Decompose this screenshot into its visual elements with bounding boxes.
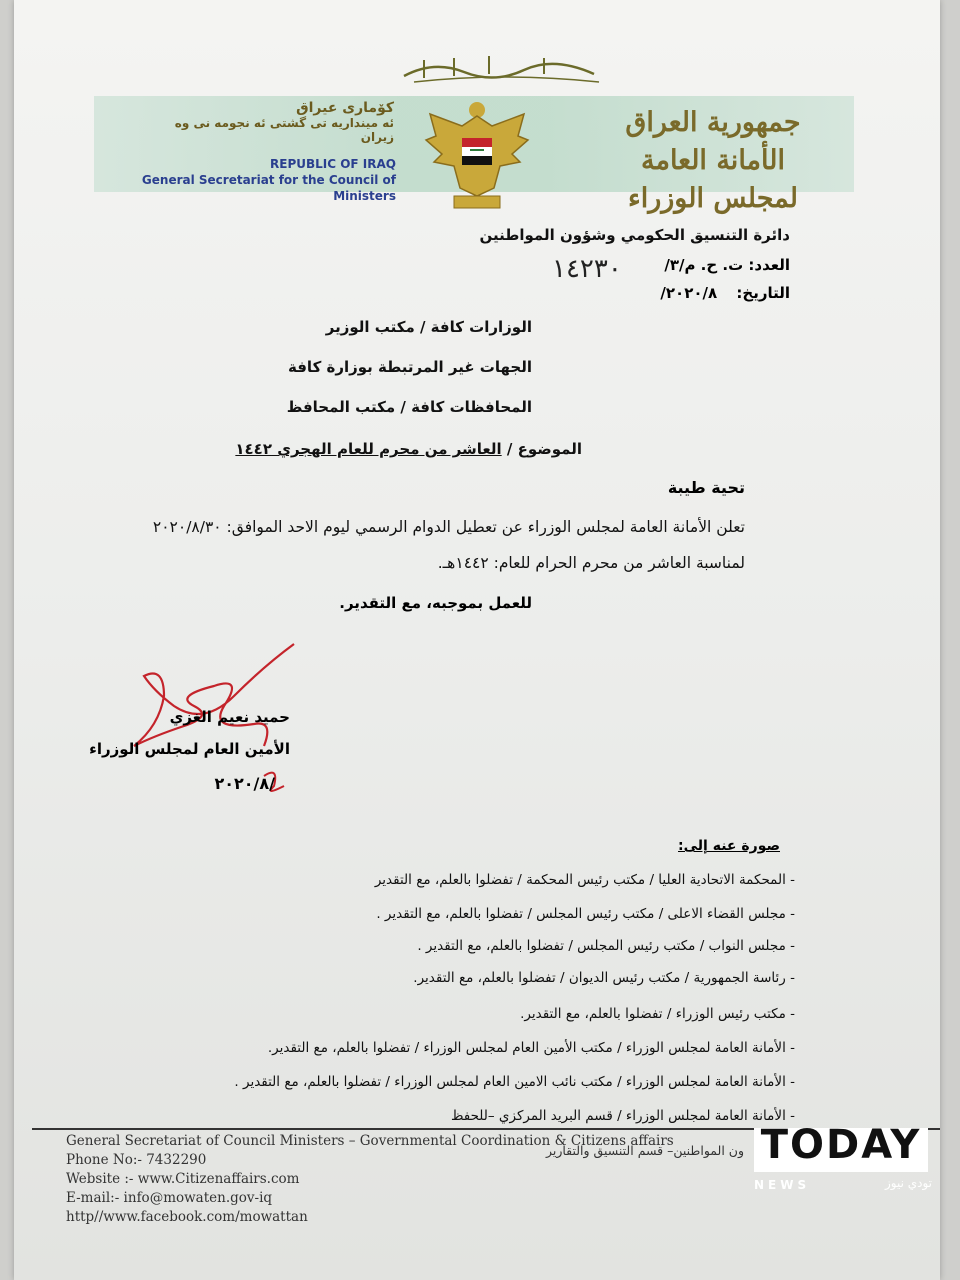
cc-item: - مجلس النواب / مكتب رئيس المجلس / تفضلوا بالعلم، مع التقدير . [417, 938, 795, 954]
addressee-line: الوزارات كافة / مكتب الوزير [325, 318, 532, 336]
addressee-line: الجهات غير المرتبطة بوزارة كافة [288, 358, 532, 376]
footer-line: E-mail:- info@mowaten.gov-iq [66, 1190, 273, 1206]
cc-item: - المحكمة الاتحادية العليا / مكتب رئيس المحكمة / تفضلوا بالعلم، مع التقدير [374, 872, 795, 888]
header-kurdish-line-2: ئه مینداریه تی گشتی ئه نجومه نی وه زیران [174, 116, 394, 144]
footer-line: Phone No:- 7432290 [66, 1152, 207, 1168]
header-arabic-line-1: جمهورية العراق [625, 107, 801, 138]
header-kurdish-title [154, 100, 394, 144]
department-name: دائرة التنسيق الحكومي وشؤون المواطنين [479, 226, 790, 244]
footer-line: General Secretariat of Council Ministers – Governmental Coordination & Citizens affairs [66, 1133, 674, 1149]
today-news-watermark [744, 1120, 934, 1200]
footer-arabic: ون المواطنين– قسم التنسيق والتقارير [545, 1143, 744, 1158]
letter-page [14, 0, 940, 1280]
header-kurdish-line-1: كۆماری عیراق [296, 100, 394, 116]
subject-label: الموضوع / [506, 440, 582, 458]
reference-number: العدد: ت. ح. م/٣/ [664, 256, 790, 274]
addressee-line: المحافظات كافة / مكتب المحافظ [286, 398, 532, 416]
header-english-title [106, 156, 396, 204]
greeting: تحية طيبة [667, 478, 745, 497]
header-english-line-2: General Secretariat for the Council of Ministers [141, 173, 396, 203]
watermark-sub: NEWS [754, 1178, 811, 1192]
cc-title: صورة عنه إلى: [678, 838, 780, 854]
closing-line: للعمل بموجبه، مع التقدير. [339, 594, 532, 612]
basmala-calligraphy [394, 52, 614, 86]
cc-item: - رئاسة الجمهورية / مكتب رئيس الديوان / تفضلوا بالعلم، مع التقدير. [413, 970, 795, 986]
header-english-line-1: REPUBLIC OF IRAQ [270, 157, 396, 171]
cc-item: - الأمانة العامة لمجلس الوزراء / مكتب الأمين العام لمجلس الوزراء / تفضلوا بالعلم، مع التقدير. [267, 1040, 795, 1056]
header-arabic-line-2: الأمانة العامة لمجلس الوزراء [628, 145, 798, 214]
body-line-1: تعلن الأمانة العامة لمجلس الوزراء عن تعطيل الدوام الرسمي ليوم الاحد الموافق: ٢٠٢٠/٨/٣٠ [152, 518, 745, 536]
cc-item: - مجلس القضاء الاعلى / مكتب رئيس المجلس / تفضلوا بالعلم، مع التقدير . [376, 906, 795, 922]
watermark-sub-arabic: تودي نيوز [884, 1176, 932, 1190]
footer-line: Website :- www.Citizenaffairs.com [66, 1171, 300, 1187]
cc-item: - الأمانة العامة لمجلس الوزراء / قسم البريد المركزي –للحفظ [450, 1108, 795, 1124]
eagle-emblem-icon [422, 96, 532, 216]
footer-line: http//www.facebook.com/mowattan [66, 1209, 308, 1225]
watermark-brand: TODAY [760, 1122, 922, 1168]
date-value: ٢٠٢٠/٨/ [660, 284, 718, 302]
header-arabic-title [598, 104, 828, 218]
date-label: التاريخ: [736, 284, 790, 302]
signature-date: ٢٠٢٠/٨/ [214, 774, 275, 793]
signatory-name: حميد نعيم الغزي [169, 708, 290, 726]
cc-item: - مكتب رئيس الوزراء / تفضلوا بالعلم، مع التقدير. [520, 1006, 795, 1022]
signatory-title: الأمين العام لمجلس الوزراء [89, 740, 290, 758]
body-line-2: لمناسبة العاشر من محرم الحرام للعام: ١٤٤٢هـ. [437, 554, 745, 572]
subject-text: العاشر من محرم للعام الهجري ١٤٤٢ [235, 440, 502, 458]
reference-number-handwritten: ١٤٢٣٠ [552, 254, 622, 284]
cc-item: - الأمانة العامة لمجلس الوزراء / مكتب نائب الامين العام لمجلس الوزراء / تفضلوا بالعلم، مع التقدير . [234, 1074, 795, 1090]
subject-line [235, 440, 582, 458]
reference-date [660, 284, 790, 302]
